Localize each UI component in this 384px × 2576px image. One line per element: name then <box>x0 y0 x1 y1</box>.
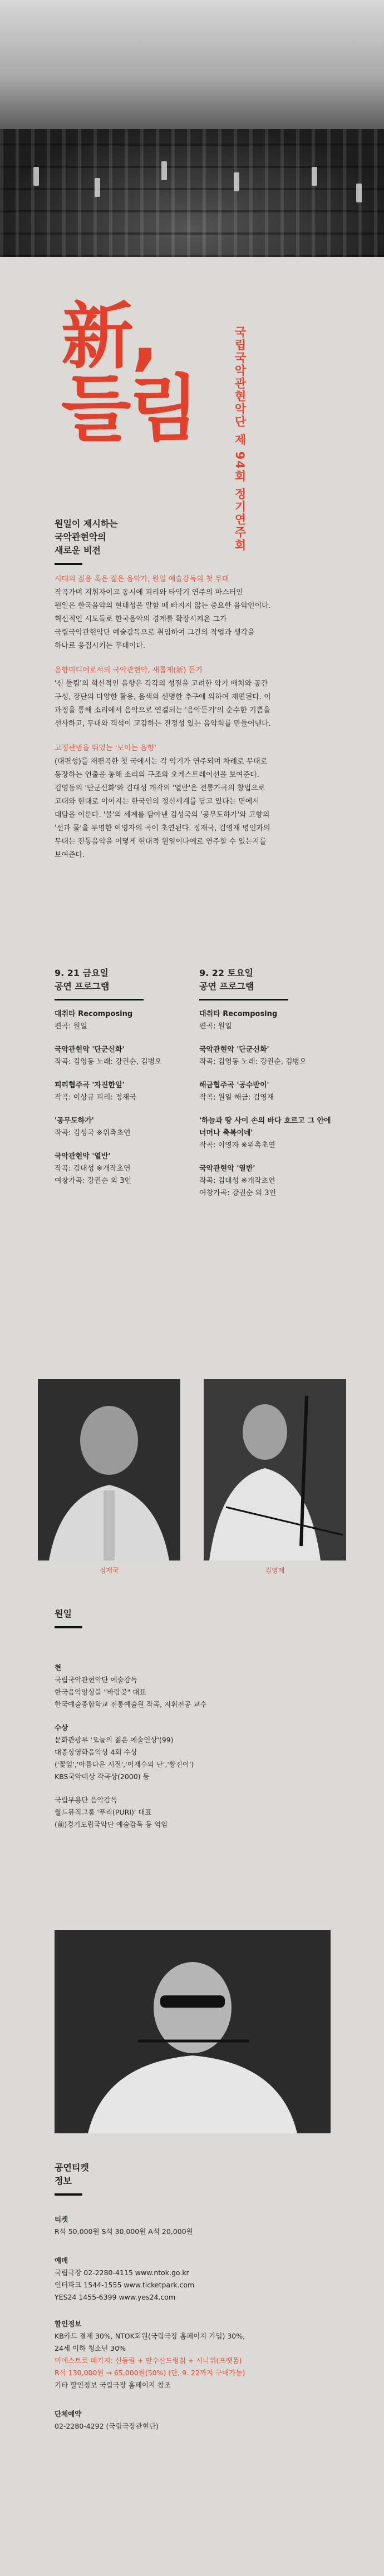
ticket-heading-1: 공연티켓 <box>55 2162 89 2173</box>
discount-line: 24세 이하 청소년 30% <box>55 2344 126 2352</box>
title-line-2: 들림 <box>61 366 197 451</box>
intro-heading-2: 국악관현악의 <box>55 532 106 542</box>
career-line: 한국예술종합학교 전통예술원 작곡, 지휘전공 교수 <box>55 1700 207 1708</box>
program2-item-title: 대취타 Recomposing <box>199 1010 278 1018</box>
portrait-right-illustration <box>204 1379 346 1561</box>
intro-p3-line: '선과 물'을 투영한 이영자의 곡이 초연된다. 정재국, 김영재 명인과의 <box>55 824 270 833</box>
discount-package-line: 미에스트로 패키지: 신들림 + 만수산드렁칡 + 시나위(프랫폼) <box>55 2356 242 2365</box>
music-stand <box>33 167 39 186</box>
program1-item-title: 국악관현악 '단군신화' <box>55 1046 125 1054</box>
portrait-jeong-jaeguk <box>38 1379 180 1561</box>
awards-line: KBS국악대상 작곡상(2000) 등 <box>55 1772 150 1781</box>
ticket-heading-2: 정보 <box>55 2176 72 2186</box>
program-day2 <box>199 967 333 1200</box>
discount-tail: 기타 할인정보 국립극장 홈페이지 참조 <box>55 2381 171 2389</box>
profile-section <box>55 1607 333 1636</box>
program1-heading-date: 9. 21 금요일 <box>55 968 109 978</box>
program1-item-line: 작곡: 이상규 피리: 정재국 <box>55 1093 136 1102</box>
awards-line: 문화관광부 '오늘의 젊은 예술인상'(99) <box>55 1736 174 1744</box>
price-line: R석 50,000원 S석 30,000원 A석 20,000원 <box>55 2227 193 2236</box>
music-stand <box>234 172 239 191</box>
intro-p3-line: 무대는 전통음악을 어떻게 현대적 원일이다에로 연주할 수 있는지를 <box>55 838 267 846</box>
program2-item-line: 작곡: 이영자 ※위촉초연 <box>199 1141 275 1150</box>
intro-p1-line: 원일은 한국음악의 현대성을 말할 때 빠지지 않는 중요한 음악인이다. <box>55 602 271 610</box>
orchestra-seating <box>0 129 384 257</box>
career-line: 국립국악관현악단 예술감독 <box>55 1676 137 1684</box>
extra-line: 월드뮤직그룹 '푸리(PURI)' 대표 <box>55 1808 152 1816</box>
intro-p1-line: 국립국악관현악단 예술감독으로 취임하여 그간의 작업과 생각을 <box>55 628 255 637</box>
intro-p3-line: 보여준다. <box>55 851 85 859</box>
title-line-1: 新, <box>61 294 157 379</box>
career-line: 한국음악앙상블 "바람곶" 대표 <box>55 1688 146 1696</box>
intro-p1-line: 작곡가며 지휘자이고 동시에 피리와 타악기 연주의 마스터인 <box>55 588 243 597</box>
intro-p3-line: 고대와 현대로 이어지는 한국인의 정신세계를 담고 있다는 면에서 <box>55 797 259 806</box>
program2-item-title: '하늘과 땅 사이 손의 바다 흐르고 그 안에 너머나 축복이네' <box>199 1117 331 1137</box>
music-stand <box>356 184 362 202</box>
program1-item-title: 국악관현악 '열반' <box>55 1152 111 1161</box>
program2-item-line: 편곡: 원일 <box>199 1022 232 1031</box>
program-rule <box>199 999 288 1000</box>
portrait-kim-yeongjae <box>204 1379 346 1561</box>
program1-item-line: 작곡: 김대성 ※개작초연 <box>55 1165 131 1173</box>
group-line: 02-2280-4292 (국립극장관현단) <box>55 2422 159 2430</box>
intro-p3-title: 고정관념을 뛰었는 '보이는 음향' <box>55 744 156 752</box>
program1-item-line: 작곡: 김영동 노래: 강권순, 김병오 <box>55 1058 162 1066</box>
caption-right: 김영재 <box>265 1567 285 1574</box>
program1-item-line: 여창가곡: 강권순 외 3인 <box>55 1177 132 1185</box>
discount-package-line: R석 130,000원 → 65,000원(50%) (단, 9. 22까지 구매가능) <box>55 2369 245 2377</box>
vertical-subtitle: 국립국악관현악단 제 94회 정기연주회 <box>233 326 247 552</box>
intro-p1-title: 시대의 젊음 혹은 젊은 음악가, 원일 예술감독의 첫 무대 <box>55 575 229 583</box>
booking-label: 예매 <box>55 2256 68 2265</box>
hero-photo-orchestra <box>0 0 384 257</box>
discount-label: 할인정보 <box>55 2320 82 2328</box>
intro-heading-1: 원일이 제시하는 <box>55 518 118 529</box>
program1-heading-label: 공연 프로그램 <box>55 981 110 992</box>
intro-p1-line: 혁신적인 시도들로 한국음악의 경계를 확장시켜온 그가 <box>55 615 227 623</box>
awards-line: 대종상영화음악상 4회 수상 <box>55 1748 137 1756</box>
booking-line: 국립극장 02-2280-4115 www.ntok.go.kr <box>55 2268 189 2277</box>
discount-line: KB카드 결제 30%, NTOK회원(국립극장 홈페이지 가입) 30%, <box>55 2332 245 2340</box>
caption-left: 정재국 <box>99 1567 119 1574</box>
program-rule <box>55 999 144 1000</box>
profile-heading: 원일 <box>55 1608 72 1619</box>
director-photo <box>55 1930 331 2133</box>
intro-p3-line: 등장하는 연출을 통해 소리의 구조와 오케스트레이션을 보여준다. <box>55 771 259 779</box>
intro-p3-line: (대편성)를 재편곡한 첫 국에서는 각 악기가 연주되며 차례로 무대로 <box>55 757 268 766</box>
intro-p3-line: 대담을 이룬다. '물'의 세계를 담아낸 김성국의 '공무도하가'와 고향의 <box>55 811 270 819</box>
heading-rule <box>55 563 82 565</box>
portrait-left-illustration <box>38 1379 180 1561</box>
extra-line: 국립무용단 음악감독 <box>55 1796 117 1804</box>
ticket-section <box>55 2161 333 2433</box>
program1-item-line: 작곡: 김성국 ※위촉초연 <box>55 1129 131 1137</box>
program-day1 <box>55 967 188 1187</box>
intro-p2-line: 과정을 통해 소리에서 음악으로 연결되는 '음악듣기'의 순수한 기쁨을 <box>55 706 270 715</box>
program2-item-title: 국악관현악 '단군신화' <box>199 1046 269 1054</box>
program2-heading-date: 9. 22 토요일 <box>199 968 253 978</box>
program2-item-title: 국악관현악 '열반' <box>199 1165 255 1173</box>
music-stand <box>95 178 100 197</box>
program1-item-title: '공무도하가' <box>55 1117 94 1125</box>
heading-rule <box>55 2193 82 2196</box>
heading-rule <box>55 1626 82 1628</box>
intro-p3-line: 김영동의 '단군신화'와 김대성 개작의 '열반'은 전통가곡의 창법으로 <box>55 784 265 792</box>
group-label: 단체예약 <box>55 2410 82 2418</box>
director-illustration <box>55 1930 331 2133</box>
program2-item-line: 작곡: 김대성 ※개작초연 <box>199 1177 275 1185</box>
intro-p2-line: 구성, 장단의 다양한 활용, 음색의 선명한 추구에 의하여 재편된다. 이 <box>55 693 271 701</box>
music-stand <box>312 167 317 186</box>
intro-section <box>55 517 333 862</box>
career-label: 현 <box>55 1663 62 1672</box>
program2-item-line: 여창가곡: 강권순 외 3인 <box>199 1189 277 1197</box>
intro-p2-line: '신 들림'의 혁신적인 음향은 각각의 성질을 고려한 악기 배치와 공간 <box>55 680 268 688</box>
booking-line: YES24 1455-6399 www.yes24.com <box>55 2293 176 2301</box>
program2-item-title: 해금협주곡 '공수받이' <box>199 1081 269 1089</box>
program1-item-line: 편곡: 원일 <box>55 1022 87 1031</box>
main-title <box>61 294 197 451</box>
program2-item-line: 작곡: 원일 해금: 김영재 <box>199 1093 274 1102</box>
extra-line: (前)경기도립국악단 예술감독 등 역임 <box>55 1820 168 1829</box>
intro-p1-line: 하나로 응집시키는 무대이다. <box>55 642 146 650</box>
program2-heading-label: 공연 프로그램 <box>199 981 254 992</box>
awards-line: ('꽃잎','아름다운 시절','이재수의 난','황진이') <box>55 1760 194 1768</box>
music-stand <box>161 161 167 180</box>
booking-line: 인터파크 1544-1555 www.ticketpark.com <box>55 2281 195 2289</box>
awards-label: 수상 <box>55 1723 68 1732</box>
program1-item-title: 대취타 Recomposing <box>55 1010 133 1018</box>
program2-item-line: 작곡: 김영동 노래: 강권순, 김병오 <box>199 1058 307 1066</box>
program1-item-title: 피리협주곡 '자진한잎' <box>55 1081 125 1089</box>
intro-p2-line: 선사하고, 무대와 객석이 교감하는 진정성 있는 음악회를 만들어낸다. <box>55 720 271 728</box>
profile-career-block <box>55 1642 333 1831</box>
intro-p2-title: 음향미디어로서의 국악관현악, 새롭게(新) 듣기 <box>55 666 203 675</box>
price-label: 티켓 <box>55 2215 68 2223</box>
intro-heading-3: 새로운 비전 <box>55 545 101 556</box>
